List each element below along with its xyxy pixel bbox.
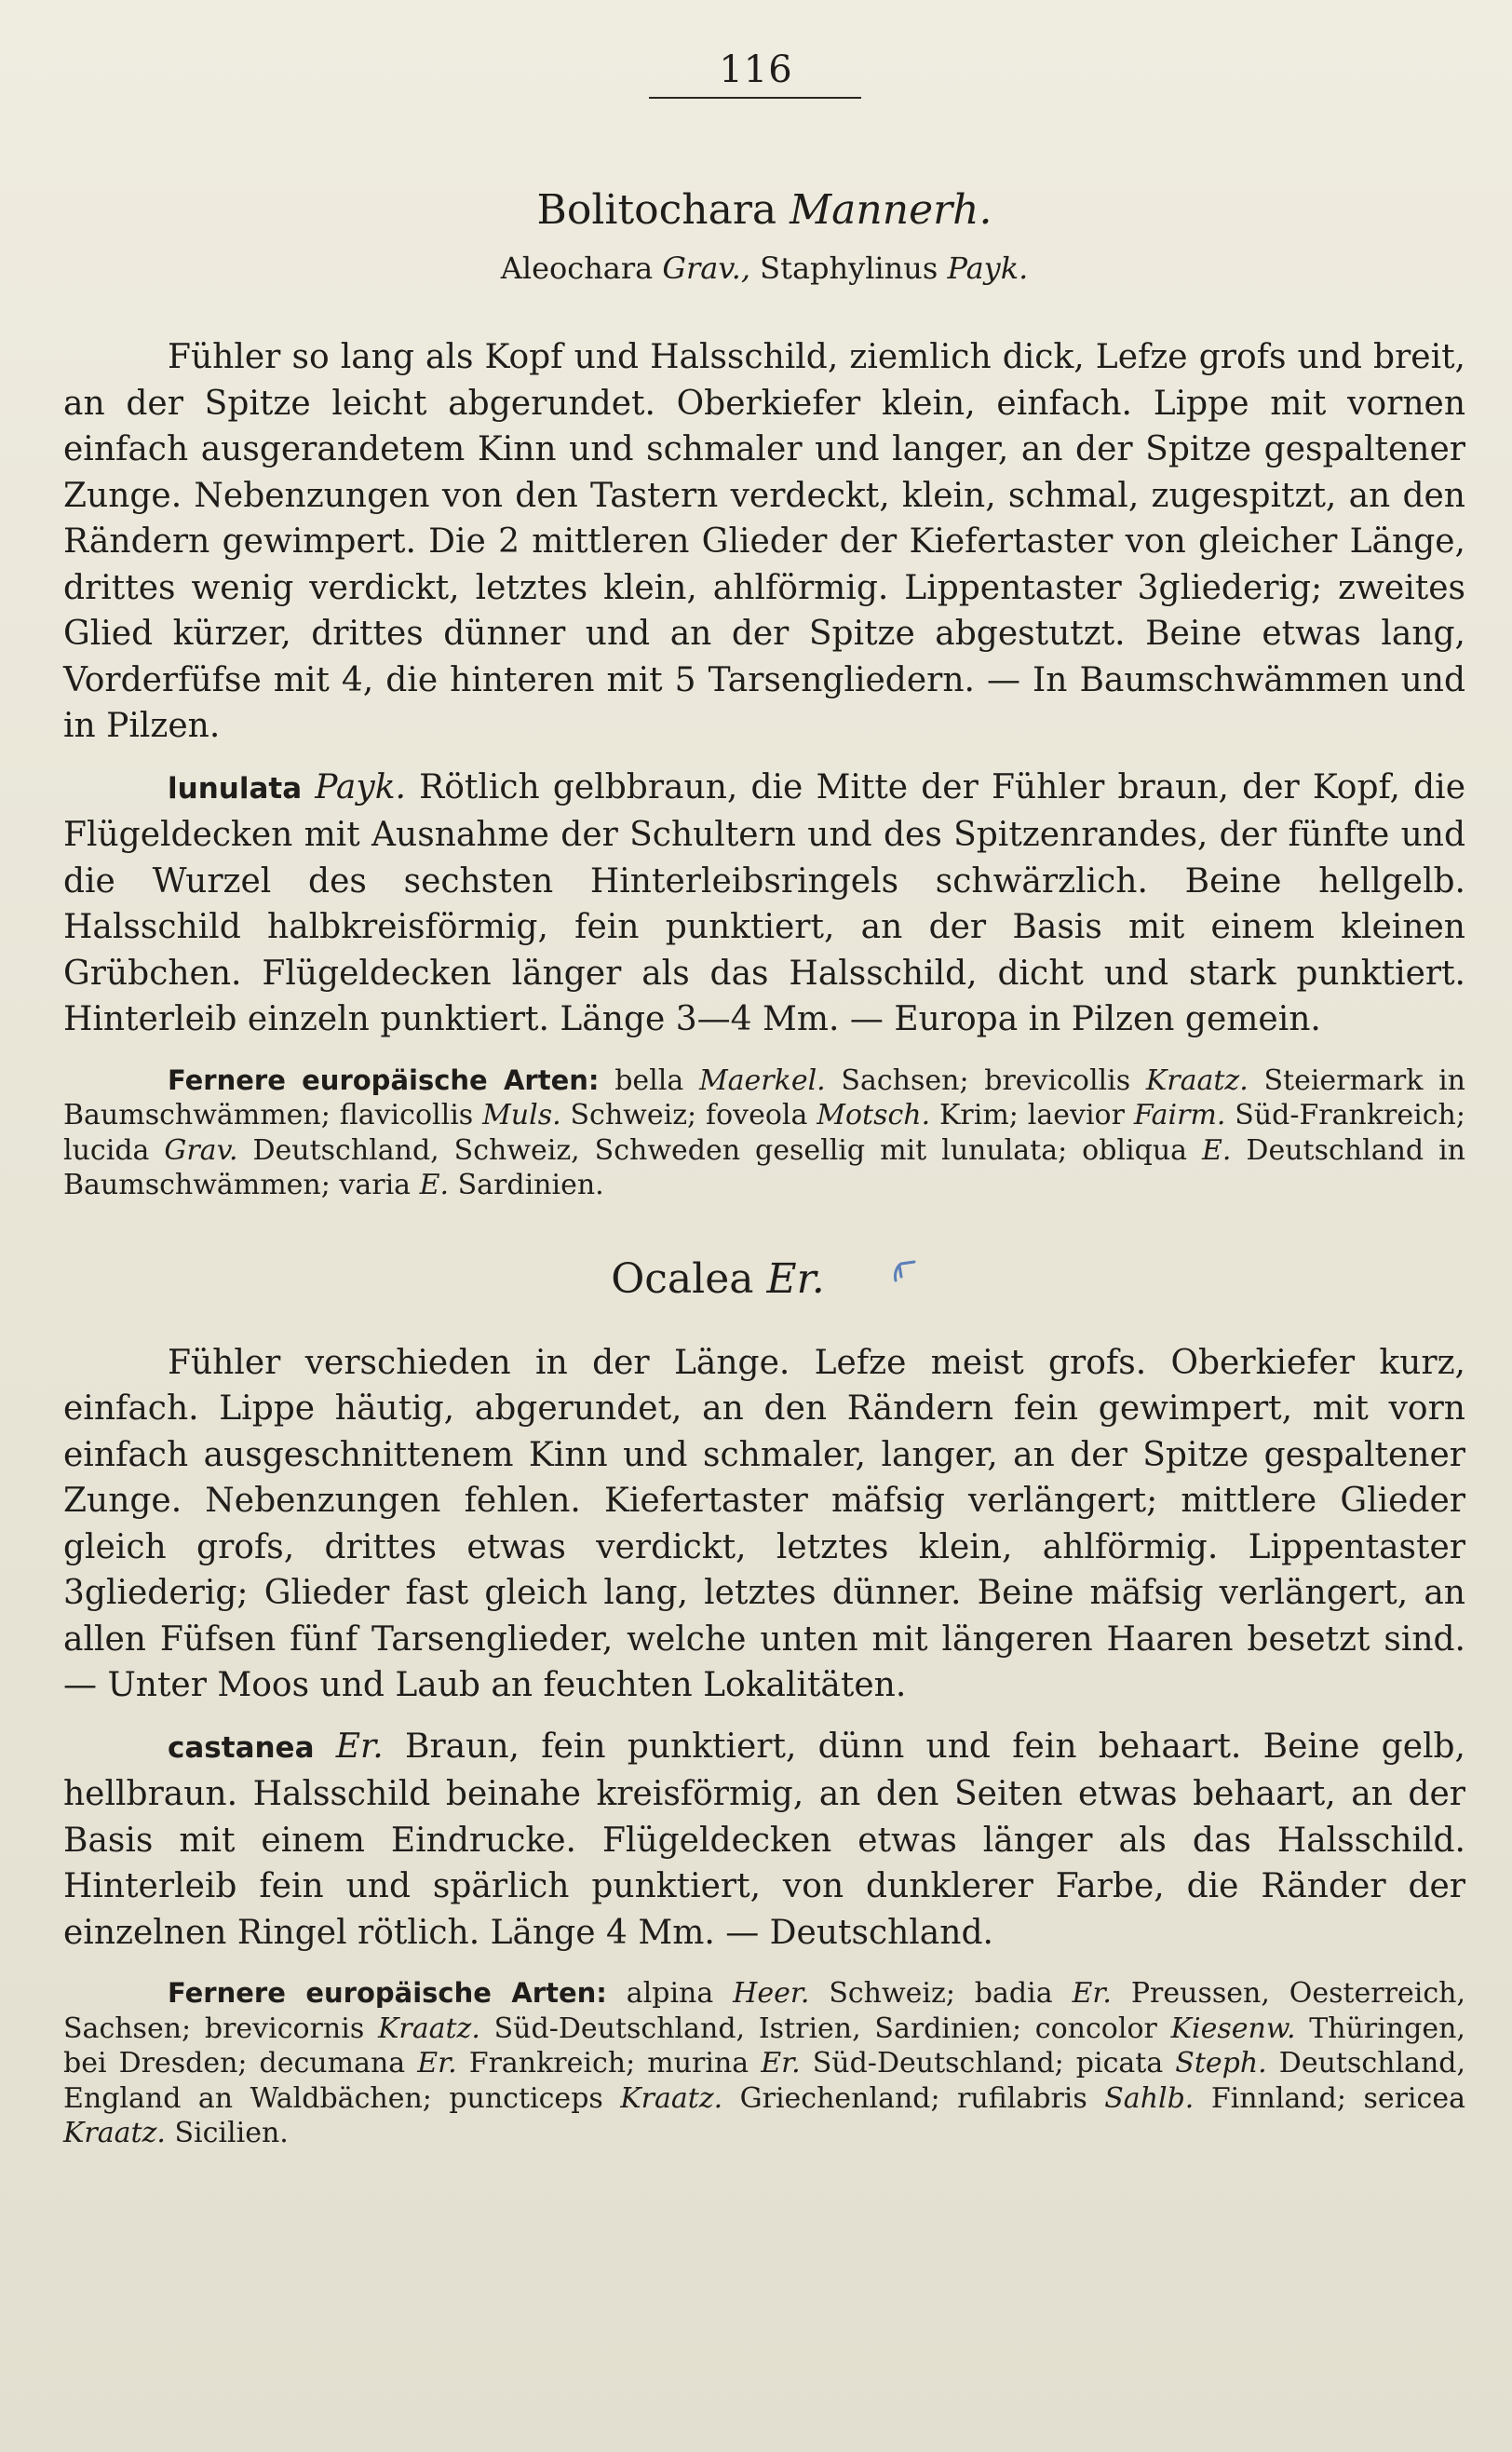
further-species-list (63, 1063, 1465, 1203)
further-text: alpina (626, 1977, 714, 2010)
further-author: Steph. (1175, 2047, 1267, 2079)
genus-synonyms (63, 251, 1465, 286)
genus-author: Er. (766, 1254, 825, 1303)
further-species-list (63, 1976, 1465, 2151)
synonym-name: Staphylinus (760, 251, 938, 286)
further-author: Maerkel. (698, 1063, 826, 1097)
further-author: Grav. (164, 1133, 238, 1167)
further-author: Kiesenw. (1170, 2012, 1296, 2045)
further-author: Er. (1072, 1977, 1112, 2010)
further-author: Muls. (482, 1099, 561, 1131)
further-author: Fairm. (1133, 1099, 1226, 1131)
further-text: Krim; laevior (939, 1099, 1125, 1131)
genus-name: Bolitochara (536, 186, 777, 234)
further-author: E. (1202, 1133, 1232, 1167)
further-text: Deutschland, Schweiz, Schweden gesellig mit lunulata; obliqua (252, 1133, 1188, 1167)
genus-description: Fühler so lang als Kopf und Halsschild, ziemlich dick, Lefze grofs und breit, an der Spitze leicht abgerundet. Oberkiefer klein, einfach. Lippe mit vornen einfach ausgerandetem Kinn und schmaler und langer, an der Spitze gespaltener Zunge. Nebenzungen von den Tastern verdeckt, klein, schmal, zugespitzt, an den Rändern gewimpert. Die 2 mittleren Glieder der Kiefertaster von gleicher Länge, drittes wenig verdickt, letztes klein, ahlförmig. Lippentaster 3gliederig; zweites Glied kürzer, drittes dünner und an der Spitze abgestutzt. Beine etwas lang, Vorderfüfse mit 4, die hinteren mit 5 Tarsengliedern. — In Baumschwämmen und in Pilzen. (63, 338, 1465, 745)
further-text: Deutschland in Baumschwämmen; varia (63, 1133, 1465, 1201)
genus-heading (63, 186, 1465, 234)
further-text: Frankreich; murina (468, 2047, 749, 2079)
species-name: castanea (168, 1730, 315, 1765)
synonym-author: Grav., (662, 251, 750, 286)
species-author: Payk. (315, 767, 406, 806)
page-number-rule (649, 97, 861, 99)
synonym-author: Payk. (947, 251, 1029, 286)
further-author: Er. (417, 2047, 457, 2079)
further-author: Motsch. (817, 1099, 931, 1131)
further-author: Heer. (733, 1977, 810, 2010)
pencil-mark-icon (890, 1258, 918, 1286)
further-text: Sachsen; brevicollis (841, 1063, 1131, 1097)
further-text: Steiermark in Baumschwämmen; flavicollis (63, 1063, 1465, 1131)
further-author: Sahlb. (1104, 2081, 1195, 2115)
species-entry (63, 765, 1465, 1043)
synonym-name: Aleochara (500, 251, 654, 286)
genus-section-ocalea (63, 1255, 1465, 2151)
further-author: Kraatz. (620, 2081, 723, 2115)
genus-heading (63, 1255, 1465, 1303)
species-description: Braun, fein punktiert, dünn und fein behaart. Beine gelb, hellbraun. Halsschild beinahe kreisförmig, an den Seiten etwas behaart, an der Basis mit einem Eindrucke. Flügeldecken etwas länger als das Halsschild. Hinterleib fein und spärlich punktiert, von dunklerer Farbe, die Ränder der einzelnen Ringel rötlich. Länge 4 Mm. — Deutschland. (63, 1727, 1465, 1952)
further-text: Süd-Frankreich; lucida (63, 1099, 1465, 1167)
further-text: Finnland; sericea (1210, 2081, 1465, 2115)
genus-name: Ocalea (611, 1254, 754, 1303)
further-species-label: Fernere europäische Arten: (168, 1063, 600, 1096)
further-text: bella (614, 1063, 684, 1097)
further-author: E. (419, 1169, 450, 1201)
species-entry (63, 1724, 1465, 1957)
genus-section-bolitochara (63, 186, 1465, 1203)
further-author: Kraatz. (1145, 1063, 1249, 1097)
further-text: Thüringen, bei Dresden; decumana (63, 2012, 1465, 2079)
further-species-label: Fernere europäische Arten: (168, 1977, 607, 2009)
genus-author: Mannerh. (790, 186, 992, 234)
further-author: Kraatz. (63, 2117, 166, 2149)
species-description: Rötlich gelbbraun, die Mitte der Fühler braun, der Kopf, die Flügeldecken mit Ausnahme der Schultern und des Spitzenrandes, der fünfte und die Wurzel des sechsten Hinterleibsringels schwärzlich. Beine hellgelb. Halsschild halbkreisförmig, fein punktiert, an der Basis mit einem kleinen Grübchen. Flügeldecken länger als das Halsschild, dicht und stark punktiert. Hinterleib einzeln punktiert. Länge 3—4 Mm. — Europa in Pilzen gemein. (63, 767, 1465, 1038)
further-text: Schweiz; badia (829, 1977, 1053, 2010)
further-author: Kraatz. (377, 2012, 480, 2045)
further-text: Süd-Deutschland, Istrien, Sardinien; concolor (493, 2012, 1157, 2045)
further-text: Preussen, Oesterreich, Sachsen; brevicornis (63, 1977, 1465, 2045)
further-text: Süd-Deutschland; picata (812, 2047, 1164, 2079)
page-number: 116 (719, 48, 793, 91)
page-content (63, 186, 1465, 2151)
species-author: Er. (335, 1727, 384, 1766)
further-text: Sardinien. (457, 1169, 604, 1201)
species-name: lunulata (168, 771, 303, 806)
further-text: Deutschland, England an Waldbächen; puncticeps (63, 2047, 1466, 2115)
further-text: Sicilien. (174, 2117, 289, 2149)
genus-description: Fühler verschieden in der Länge. Lefze meist grofs. Oberkiefer kurz, einfach. Lippe häutig, abgerundet, an den Rändern fein gewimpert, mit vorn einfach ausgeschnittenem Kinn und schmaler, langer, an der Spitze gespaltener Zunge. Nebenzungen fehlen. Kiefertaster mäfsig verlängert; mittlere Glieder gleich grofs, drittes etwas verdickt, letztes klein, ahlförmig. Lippentaster 3gliederig; Glieder fast gleich lang, letztes dünner. Beine mäfsig verlängert, an allen Füfsen fünf Tarsenglieder, welche unten mit längeren Haaren besetzt sind. — Unter Moos und Laub an feuchten Lokalitäten. (63, 1343, 1465, 1704)
further-text: Griechenland; rufilabris (739, 2081, 1087, 2115)
further-author: Er. (761, 2047, 801, 2079)
further-text: Schweiz; foveola (570, 1099, 808, 1131)
